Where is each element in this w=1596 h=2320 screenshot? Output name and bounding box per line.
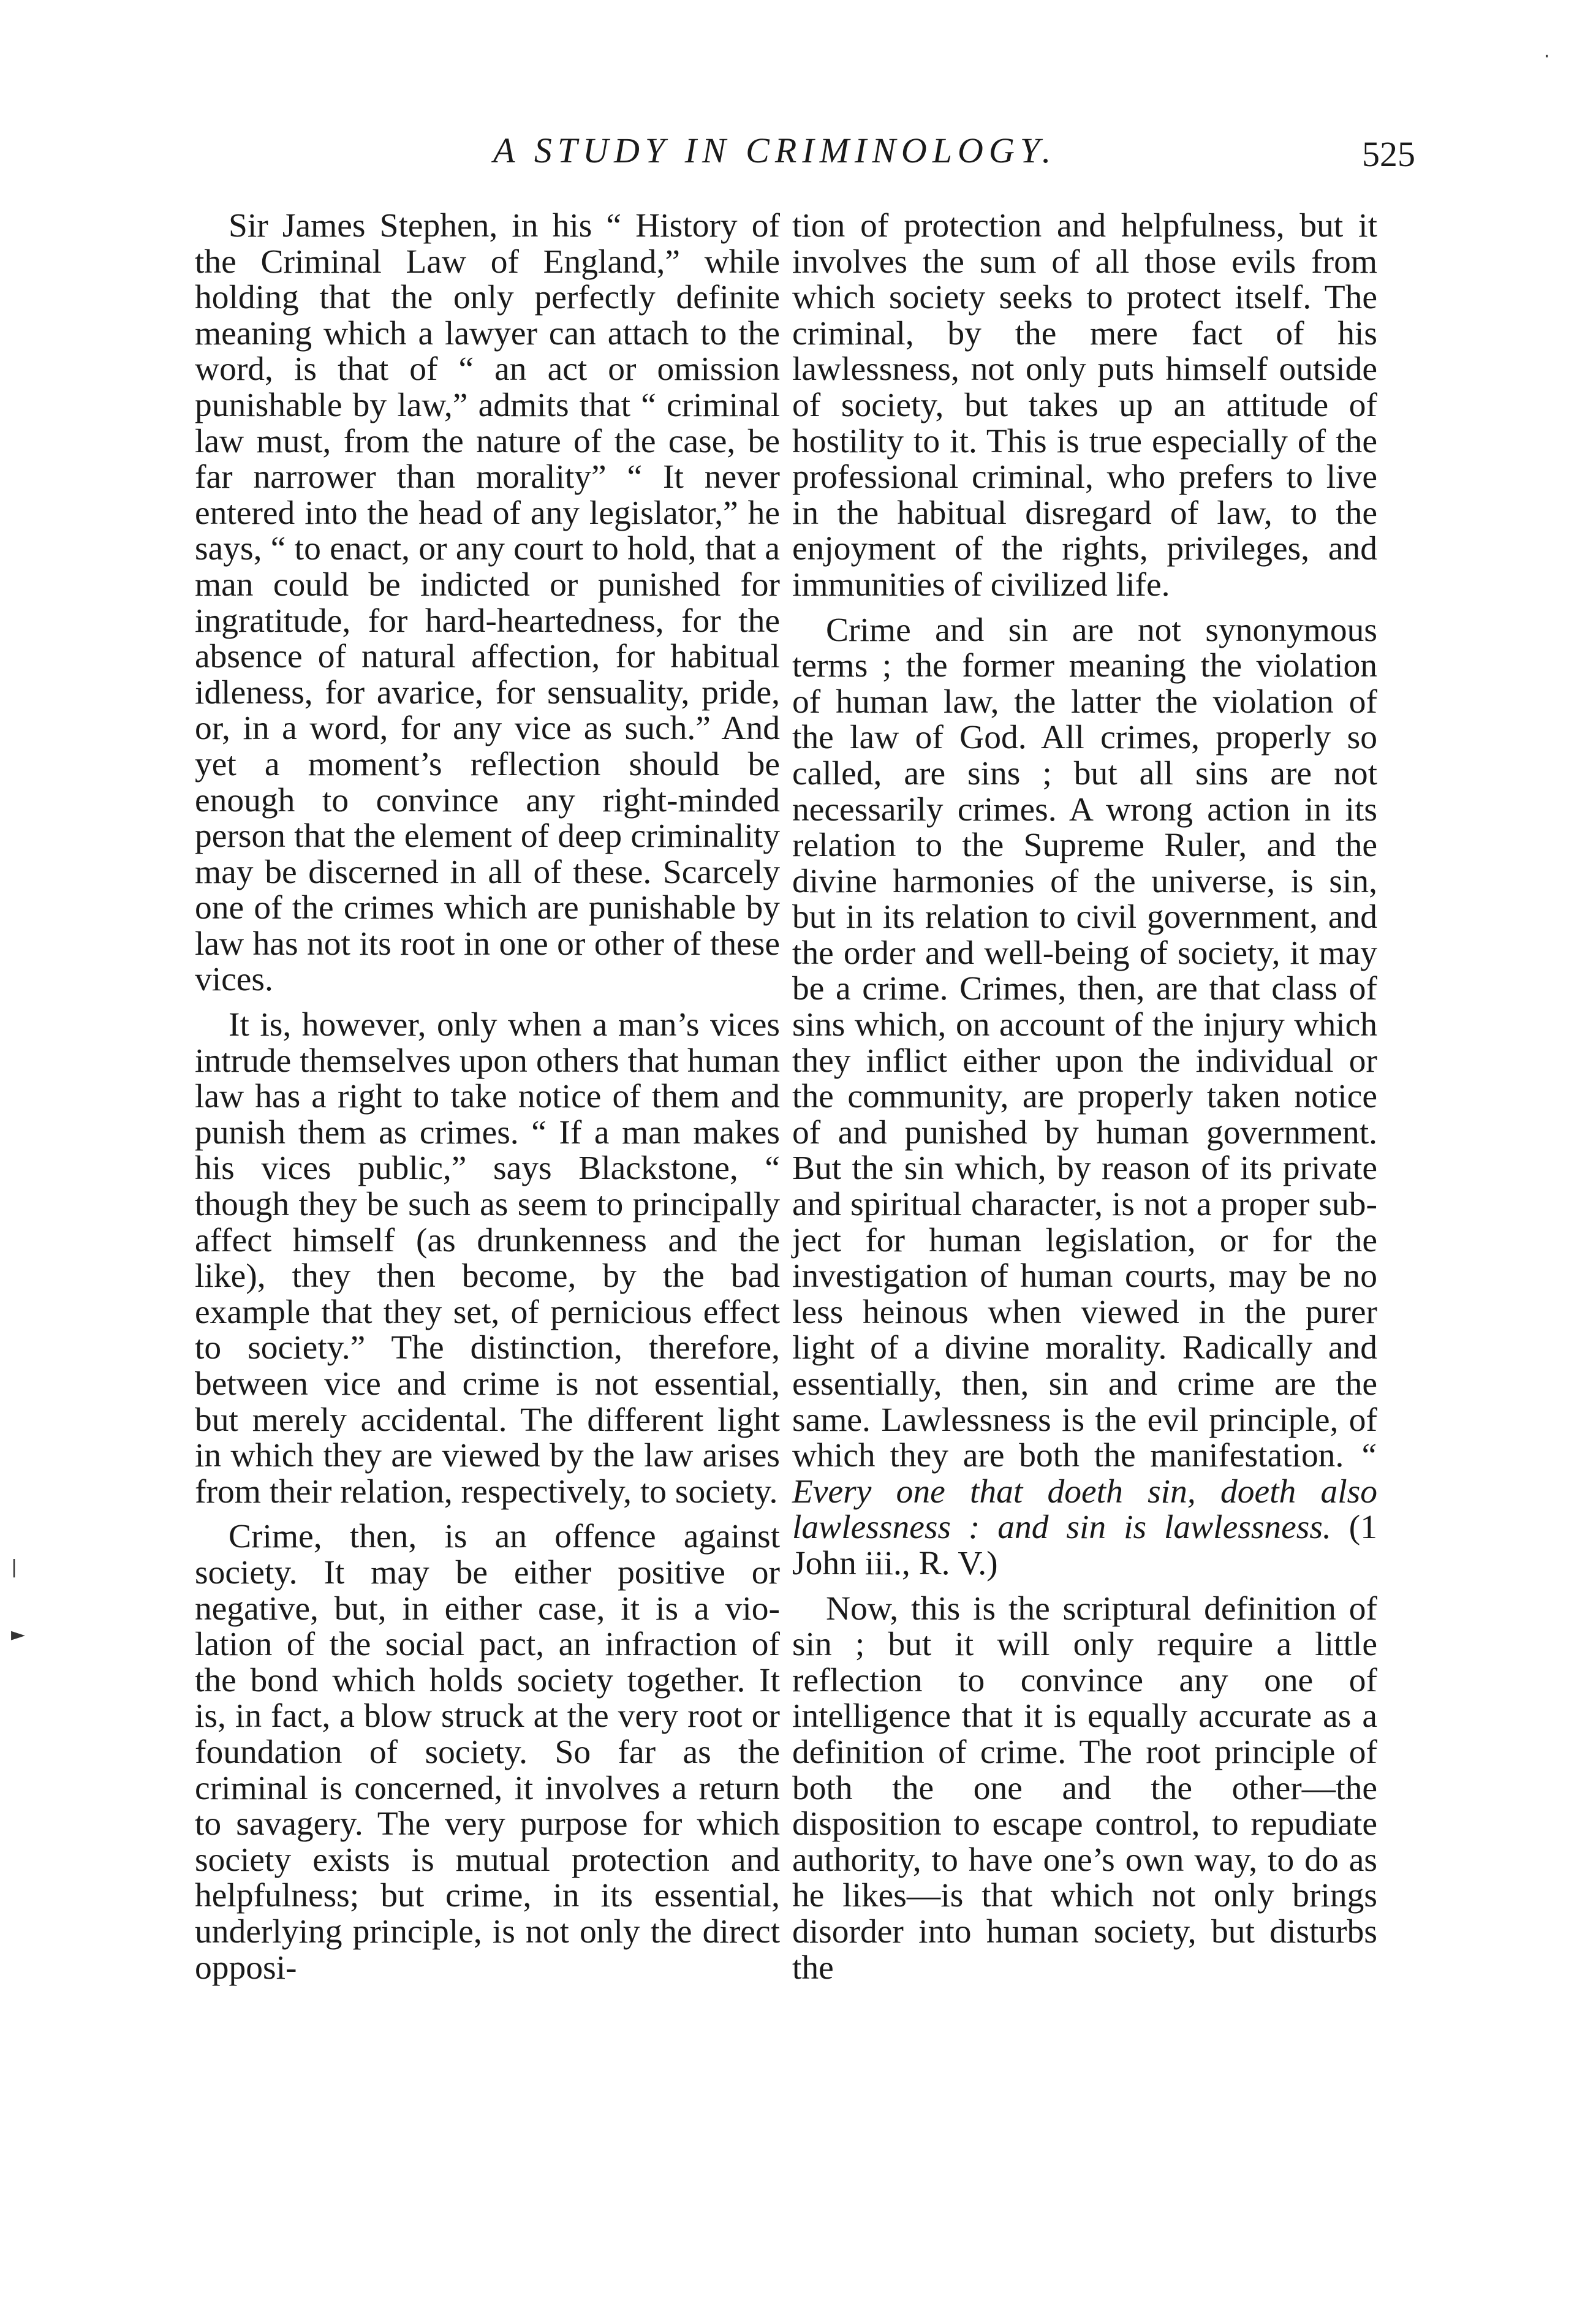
left-column [195, 208, 780, 1986]
page-number: 525 [1362, 134, 1415, 174]
paragraph: Now, this is the scriptural definition of sin ; but it will only require a little reflection to convince any one of intelligence that it is equally accurate as a definition of crime. The root principle of both the one and the other—the disposition to escape control, to repudiate authority, to have one’s own way, to do as he likes—is that which not only brings disorder into human society, but disturbs the [792, 1590, 1377, 1987]
margin-dot-mark: · [1544, 46, 1550, 67]
right-column [792, 208, 1377, 1986]
paragraph: It is, however, only when a man’s vices intrude themselves upon others that human law has a right to take notice of them and punish them as crimes. “ If a man makes his vices public,” says Blackstone, “ though they be such as seem to principally affect himself (as drunkenness and the like), they then become, by the bad example that they set, of pernicious effect to society.” The distinction, therefore, between vice and crime is not essential, but merely accidental. The different light in which they are viewed by the law arises from their relation, respectively, to society. [195, 1006, 780, 1511]
paragraph [792, 613, 1377, 1582]
scripture-citation: (1 John iii., R. V.) [792, 1509, 1377, 1582]
running-title: A STUDY IN CRIMINOLOGY. [493, 131, 1057, 170]
paragraph: Sir James Stephen, in his “ History of the Criminal Law of England,” while holding that the only perfectly definite meaning which a lawyer can attach to the word, is that of “ an act or omission punishable by law,” admits that “ criminal law must, from the nature of the case, be far narrower than morality” “ It never entered into the head of any legislator,” he says, “ to enact, or any court to hold, that a man could be indicted or punished for ingratitude, for hard-heartedness, for the absence of natural affection, for habitual idleness, for avarice, for sensuality, pride, or, in a word, for any vice as such.” And yet a moment’s reflection should be enough to convince any right-minded person that the element of deep criminality may be discerned in all of these. Scarcely one of the crimes which are punishable by law has not its root in one or other of these vices. [195, 207, 780, 999]
page-header [184, 130, 1415, 185]
scripture-quote: “ Every one that doeth sin, doeth also lawlessness : and sin is lawlessness. [792, 1437, 1377, 1547]
paragraph: Crime, then, is an offence against society. It may be either positive or negative, but, in either case, it is a violation of the social pact, an infraction of the bond which holds society together. It is, in fact, a blow struck at the very root or foundation of society. So far as the criminal is concerned, it involves a return to savagery. The very purpose for which society exists is mutual protection and helpfulness; but crime, in its essential, underlying principle, is not only the direct opposi- [195, 1518, 780, 1987]
margin-tick-mark: | [11, 1556, 18, 1578]
margin-arrow-mark: ► [11, 1624, 26, 1645]
paragraph-text: Crime and sin are not synonymous terms ; the former meaning the violation of human law, the latter the violation of the law of God. All crimes, properly so called, are sins ; but all sins are not necessarily crimes. A wrong action in its relation to the Supreme Ruler, and the divine harmonies of the universe, is sin, but in its relation to civil government, and the order and well-being of society, it may be a crime. Crimes, then, are that class of sins which, on account of the injury which they inflict either upon the individual or the community, are properly taken notice of and punished by human government. But the sin which, by reason of its private and spiritual character, is not a proper subject for human legislation, or for the investigation of human courts, may be no less heinous when viewed in the purer light of a divine morality. Radically and essentially, then, sin and crime are the same. Lawlessness is the evil principle, of which they are both the manifestation. [792, 611, 1377, 1475]
paragraph: tion of protection and helpfulness, but it involves the sum of all those evils from which society seeks to protect itself. The criminal, by the mere fact of his lawlessness, not only puts himself outside of society, but takes up an attitude of hostility to it. This is true especially of the professional criminal, who prefers to live in the habitual disregard of law, to the enjoyment of the rights, privileges, and immunities of civilized life. [792, 207, 1377, 604]
